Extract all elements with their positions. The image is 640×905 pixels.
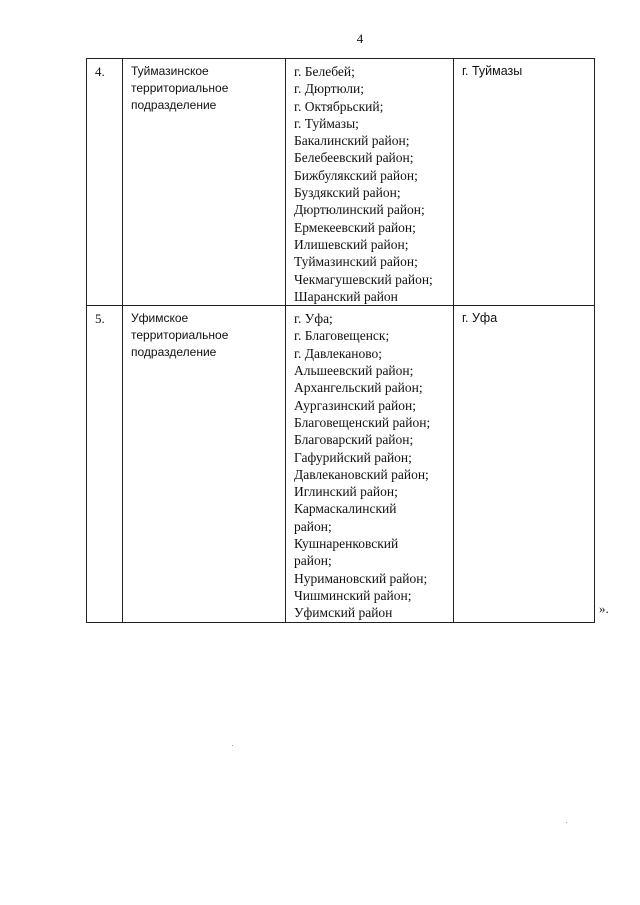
- area-item: Уфимский район: [294, 605, 393, 621]
- area-item: Альшеевский район;: [294, 363, 414, 379]
- unit-name: [123, 306, 286, 622]
- scan-speck: [566, 822, 567, 823]
- row-number: 5.: [87, 306, 123, 622]
- table-row: [87, 59, 595, 306]
- area-item: г. Белебей;: [294, 64, 355, 79]
- area-item: г. Туймазы;: [294, 115, 359, 131]
- unit-name-line: Туймазинское: [131, 64, 209, 78]
- area-item: Белебеевский район;: [294, 150, 414, 166]
- area-item: Благоварский район;: [294, 432, 414, 448]
- area-item: г. Октябрьский;: [294, 98, 384, 114]
- area-item: Нуримановский район;: [294, 570, 428, 586]
- area-item: Иглинский район;: [294, 484, 398, 500]
- area-item: г. Давлеканово;: [294, 345, 382, 361]
- center-city: г. Уфа: [454, 306, 595, 622]
- area-item: г. Дюртюли;: [294, 81, 364, 97]
- area-item: Чишминский район;: [294, 587, 412, 603]
- table-row: [87, 306, 595, 622]
- area-item: Аургазинский район;: [294, 397, 416, 413]
- unit-name: [123, 59, 286, 306]
- unit-name-line: территориальное: [131, 81, 229, 95]
- area-item: Дюртюлинский район;: [294, 202, 425, 218]
- area-item: Гафурийский район;: [294, 449, 412, 465]
- unit-name-line: Уфимское: [131, 311, 189, 326]
- territorial-units-table: [86, 58, 595, 623]
- area-item: г. Уфа;: [294, 311, 333, 327]
- center-city: г. Туймазы: [454, 59, 595, 306]
- area-item: Буздякский район;: [294, 185, 401, 201]
- unit-name-line: подразделение: [131, 345, 217, 360]
- served-areas-list: [286, 306, 454, 622]
- area-item: Шаранский район: [294, 288, 398, 304]
- area-item: Давлекановский район;: [294, 466, 429, 482]
- area-item: Илишевский район;: [294, 236, 409, 252]
- closing-quote-mark: ».: [599, 601, 609, 616]
- area-item: район;: [294, 518, 332, 534]
- served-areas-list: [286, 59, 454, 306]
- area-item: Туймазинский район;: [294, 254, 418, 270]
- area-item: Кармаскалинский: [294, 501, 397, 517]
- area-item: Архангельский район;: [294, 380, 423, 396]
- unit-name-line: подразделение: [131, 98, 217, 112]
- area-item: Бижбулякский район;: [294, 167, 418, 183]
- area-item: Ермекеевский район;: [294, 219, 416, 235]
- page-number: 4: [356, 31, 364, 46]
- area-item: район;: [294, 553, 332, 569]
- area-item: Благовещенский район;: [294, 414, 431, 430]
- area-item: Бакалинский район;: [294, 133, 410, 149]
- row-number: 4.: [87, 59, 123, 306]
- unit-name-line: территориальное: [131, 328, 229, 343]
- area-item: г. Благовещенск;: [294, 328, 390, 344]
- scan-speck: [232, 745, 233, 746]
- area-item: Чекмагушевский район;: [294, 271, 433, 287]
- area-item: Кушнаренковский: [294, 536, 399, 552]
